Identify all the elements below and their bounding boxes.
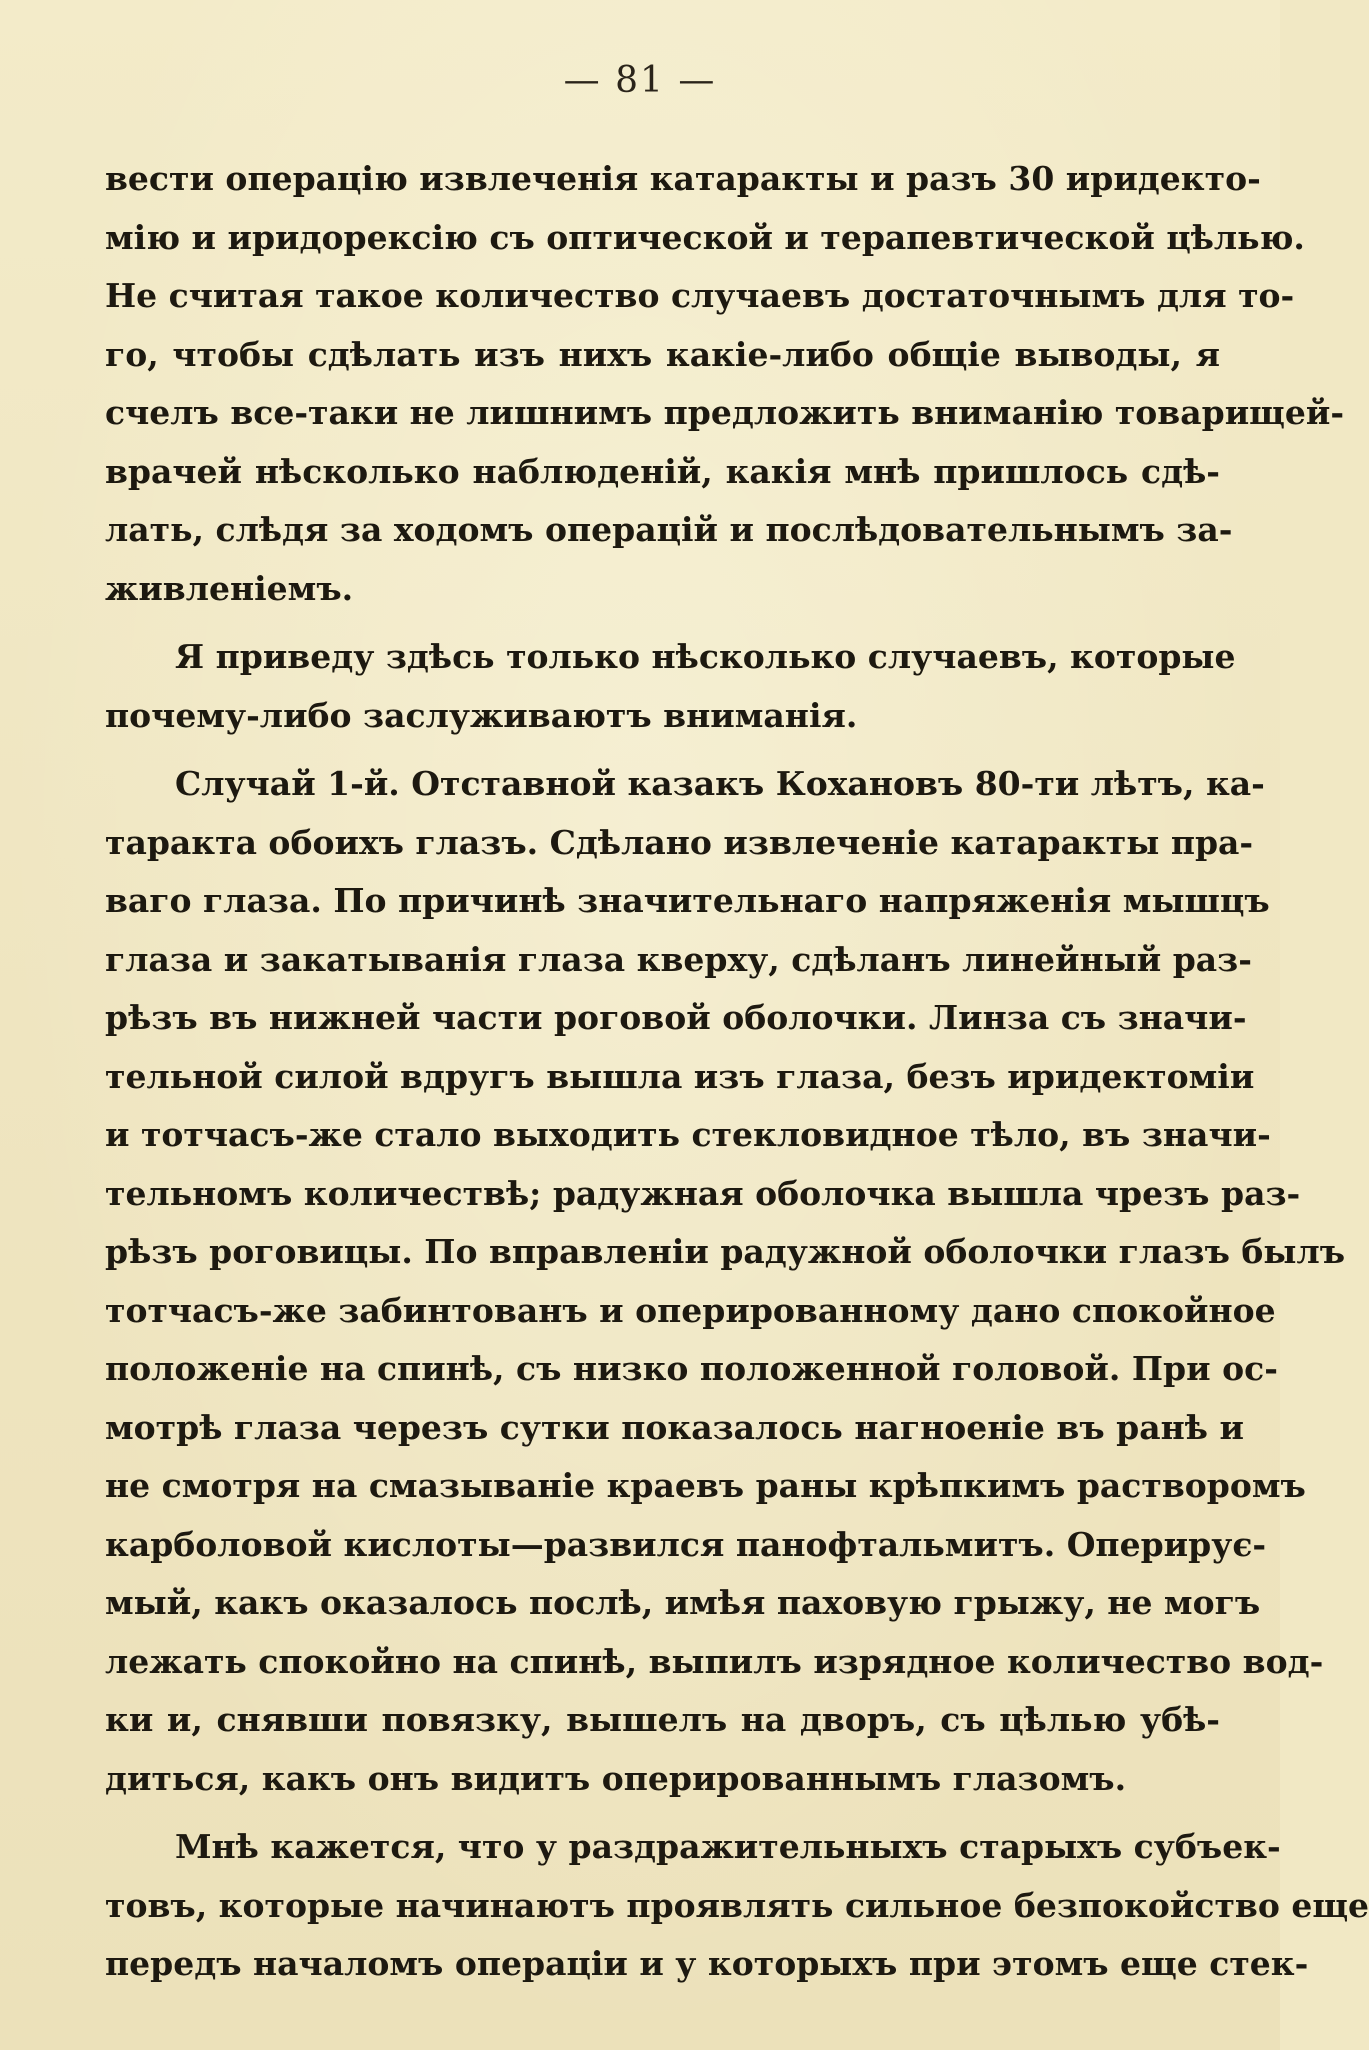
text-line: мый, какъ оказалось послѣ, имѣя паховую грыжу, не могъ [105, 1583, 1261, 1622]
text-line: живленіемъ. [105, 568, 354, 608]
text-line: го, чтобы сдѣлать изъ нихъ какіе-либо общіе выводы, я [105, 334, 1220, 374]
text-line: ки и, снявши повязку, вышелъ на дворъ, съ цѣлью убѣ- [105, 1700, 1220, 1739]
text-line: рѣзъ въ нижней части роговой оболочки. Линза съ значи- [105, 998, 1247, 1037]
text-line: не смотря на смазываніе краевъ раны крѣпкимъ растворомъ [105, 1466, 1306, 1505]
text-line: рѣзъ роговицы. По вправленіи радужной оболочки глазъ былъ [105, 1232, 1346, 1271]
text-line: диться, какъ онъ видитъ оперированнымъ глазомъ. [105, 1758, 1127, 1798]
page-number-header: — 81 — [563, 60, 717, 101]
text-line: товъ, которые начинаютъ проявлять сильное безпокойство еще [105, 1885, 1369, 1925]
text-line: мотрѣ глаза черезъ сутки показалось нагноеніе въ ранѣ и [105, 1407, 1244, 1447]
text-line: врачей нѣсколько наблюденій, какія мнѣ пришлось сдѣ- [105, 451, 1220, 491]
text-line: мію и иридорексію съ оптической и терапевтической цѣлью. [105, 217, 1305, 257]
text-line: карболовой кислоты—развился панофтальмитъ. Оперирує- [105, 1524, 1267, 1564]
text-line: ваго глаза. По причинѣ значительнаго напряженія мышцъ [105, 881, 1270, 920]
text-line: Мнѣ кажется, что у раздражительныхъ старыхъ субъек- [175, 1827, 1281, 1866]
text-line: лать, слѣдя за ходомъ операцій и послѣдовательнымъ за- [105, 510, 1233, 549]
text-line: вести операцію извлеченія катаракты и разъ 30 иридекто- [105, 159, 1261, 198]
text-line: передъ началомъ операціи и у которыхъ при этомъ еще стек- [105, 1944, 1309, 1983]
text-line: счелъ все-таки не лишнимъ предложить вниманію товарищей- [105, 393, 1345, 432]
text-line: глаза и закатыванія глаза кверху, сдѣланъ линейный раз- [105, 939, 1252, 979]
body-text [105, 150, 1369, 1994]
text-line: таракта обоихъ глазъ. Сдѣлано извлеченіе катаракты пра- [105, 822, 1254, 862]
text-line: Не считая такое количество случаевъ достаточнымъ для то- [105, 276, 1295, 315]
text-line: почему-либо заслуживаютъ вниманія. [105, 695, 858, 735]
text-line: тотчасъ-же забинтованъ и оперированному дано спокойное [105, 1290, 1276, 1330]
text-line: положеніе на спинѣ, съ низко положенной головой. При ос- [105, 1349, 1278, 1388]
text-line: тельномъ количествѣ; радужная оболочка вышла чрезъ раз- [105, 1173, 1301, 1213]
text-line: Случай 1-й. Отставной казакъ Кохановъ 80-ти лѣтъ, ка- [175, 764, 1265, 803]
text-line: тельной силой вдругъ вышла изъ глаза, безъ иридектоміи [105, 1056, 1255, 1096]
text-line: лежать спокойно на спинѣ, выпилъ изрядное количество вод- [105, 1641, 1324, 1681]
text-line: и тотчасъ-же стало выходить стекловидное тѣло, въ значи- [105, 1115, 1271, 1154]
text-line: Я приведу здѣсь только нѣсколько случаевъ, которые [175, 637, 1236, 676]
